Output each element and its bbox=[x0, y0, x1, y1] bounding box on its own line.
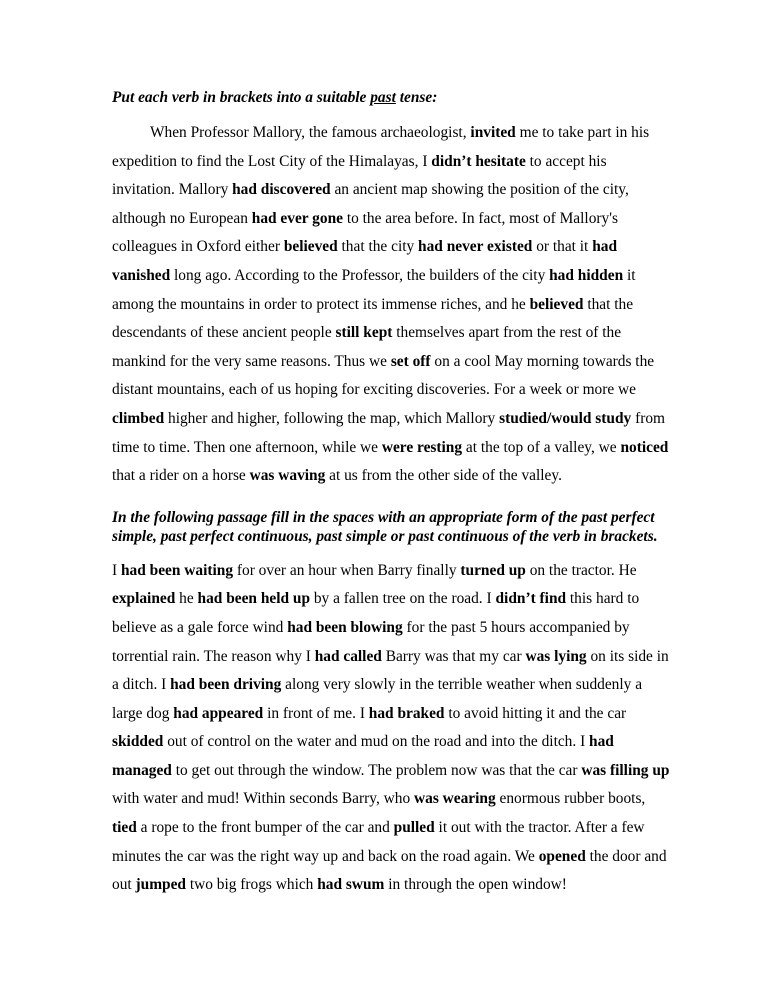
passage-text: enormous rubber boots, bbox=[495, 790, 646, 808]
passage-text: a rope to the front bumper of the car and bbox=[136, 819, 394, 837]
passage-text: on a cool May morning towards the distant mountains, each of us hoping for exciting discoveries. For a week or more we bbox=[112, 352, 655, 399]
answer-verb: tied bbox=[112, 819, 137, 837]
answer-verb: skidded bbox=[112, 733, 164, 751]
passage-text: for over an hour when Barry finally bbox=[233, 561, 461, 579]
passage-text: Barry was that my car bbox=[381, 647, 526, 665]
answer-verb: pulled bbox=[393, 819, 435, 837]
passage-text: on its side in a ditch. I bbox=[112, 647, 669, 694]
passage-text: it among the mountains in order to protect its immense riches, and he bbox=[112, 266, 636, 313]
answer-verb: was waving bbox=[249, 467, 326, 485]
exercise1-passage bbox=[112, 119, 672, 491]
passage-text: to accept his invitation. Mallory bbox=[112, 152, 607, 199]
passage-text: in through the open window! bbox=[384, 876, 567, 894]
passage-text: themselves apart from the rest of the mankind for the very same reasons. Thus we bbox=[112, 324, 622, 370]
passage-text: at the top of a valley, we bbox=[462, 438, 621, 456]
answer-verb: had discovered bbox=[232, 181, 331, 199]
answer-verb: had appeared bbox=[173, 704, 264, 722]
answer-verb: opened bbox=[538, 847, 586, 865]
answer-verb: had braked bbox=[368, 704, 445, 722]
answer-verb: didn’t hesitate bbox=[431, 152, 526, 170]
answer-verb: had been held up bbox=[197, 590, 311, 608]
passage-text: that a rider on a horse bbox=[112, 467, 250, 485]
answer-verb: jumped bbox=[135, 876, 186, 894]
exercise1-heading-post: tense: bbox=[395, 89, 438, 106]
passage-text: with water and mud! Within seconds Barry, who bbox=[112, 790, 415, 808]
exercise1-heading-underlined: past bbox=[370, 89, 396, 106]
answer-verb: were resting bbox=[381, 438, 463, 456]
answer-verb: set off bbox=[390, 352, 431, 370]
answer-verb: invited bbox=[470, 124, 516, 141]
passage-text: he bbox=[175, 590, 198, 608]
passage-text: the door and out bbox=[112, 847, 667, 894]
passage-text: to avoid hitting it and the car bbox=[444, 704, 627, 722]
passage-text: When Professor Mallory, the famous archaeologist, bbox=[150, 124, 471, 141]
passage-text: out of control on the water and mud on the road and into the ditch. I bbox=[163, 733, 590, 751]
answer-verb: studied/would study bbox=[499, 409, 632, 427]
passage-text: at us from the other side of the valley. bbox=[325, 467, 562, 485]
passage-text: in front of me. I bbox=[263, 704, 369, 722]
passage-text: two big frogs which bbox=[185, 876, 318, 894]
passage-text: an ancient map showing the position of the city, although no European bbox=[112, 181, 629, 227]
answer-verb: had called bbox=[314, 647, 382, 665]
passage-text: this hard to believe as a gale force wind bbox=[112, 590, 640, 636]
passage-text: that the descendants of these ancient people bbox=[112, 295, 634, 342]
answer-verb: was lying bbox=[525, 647, 587, 665]
passage-text: I bbox=[112, 561, 121, 579]
answer-verb: had managed bbox=[112, 733, 614, 779]
answer-verb: had vanished bbox=[112, 238, 618, 284]
exercise2-passage bbox=[112, 557, 672, 900]
answer-verb: had been waiting bbox=[120, 561, 234, 579]
passage-text: to get out through the window. The problem now was that the car bbox=[171, 761, 582, 779]
answer-verb: believed bbox=[529, 295, 584, 313]
answer-verb: believed bbox=[283, 238, 338, 256]
passage-text: along very slowly in the terrible weather when suddenly a large dog bbox=[112, 676, 643, 722]
answer-verb: had never existed bbox=[418, 238, 533, 256]
answer-verb: had swum bbox=[317, 876, 385, 894]
passage-text: me to take part in his expedition to find the Lost City of the Himalayas, I bbox=[112, 124, 650, 170]
passage-text: it out with the tractor. After a few minutes the car was the right way up and back on the road again. We bbox=[112, 819, 645, 865]
answer-verb: was wearing bbox=[414, 790, 496, 808]
passage-text: higher and higher, following the map, which Mallory bbox=[164, 409, 500, 427]
answer-verb: turned up bbox=[460, 561, 526, 579]
answer-verb: climbed bbox=[112, 409, 165, 427]
passage-text: or that it bbox=[532, 238, 593, 256]
exercise2-heading: In the following passage fill in the spaces with an appropriate form of the past perfect simple, past perfect continuous, past simple or past continuous of the verb in brackets. bbox=[112, 508, 658, 546]
passage-text: that the city bbox=[337, 238, 419, 256]
answer-verb: had ever gone bbox=[251, 209, 343, 227]
passage-text: on the tractor. He bbox=[525, 561, 637, 579]
answer-verb: explained bbox=[112, 590, 176, 608]
passage-text: from time to time. Then one afternoon, while we bbox=[112, 409, 666, 456]
answer-verb: still kept bbox=[335, 324, 393, 342]
answer-verb: noticed bbox=[620, 438, 669, 456]
exercise1-heading bbox=[112, 88, 672, 107]
passage-text: to the area before. In fact, most of Mallory's colleagues in Oxford either bbox=[112, 209, 618, 256]
answer-verb: didn’t find bbox=[495, 590, 567, 608]
passage-text: by a fallen tree on the road. I bbox=[310, 590, 496, 608]
exercise1-heading-pre: Put each verb in brackets into a suitable bbox=[112, 89, 371, 106]
passage-text: long ago. According to the Professor, the builders of the city bbox=[170, 266, 550, 284]
answer-verb: had been driving bbox=[170, 676, 282, 694]
answer-verb: was filling up bbox=[581, 761, 670, 779]
answer-verb: had been blowing bbox=[287, 618, 403, 636]
answer-verb: had hidden bbox=[549, 266, 624, 284]
document-content bbox=[112, 88, 672, 900]
passage-text: for the past 5 hours accompanied by torrential rain. The reason why I bbox=[112, 618, 630, 665]
